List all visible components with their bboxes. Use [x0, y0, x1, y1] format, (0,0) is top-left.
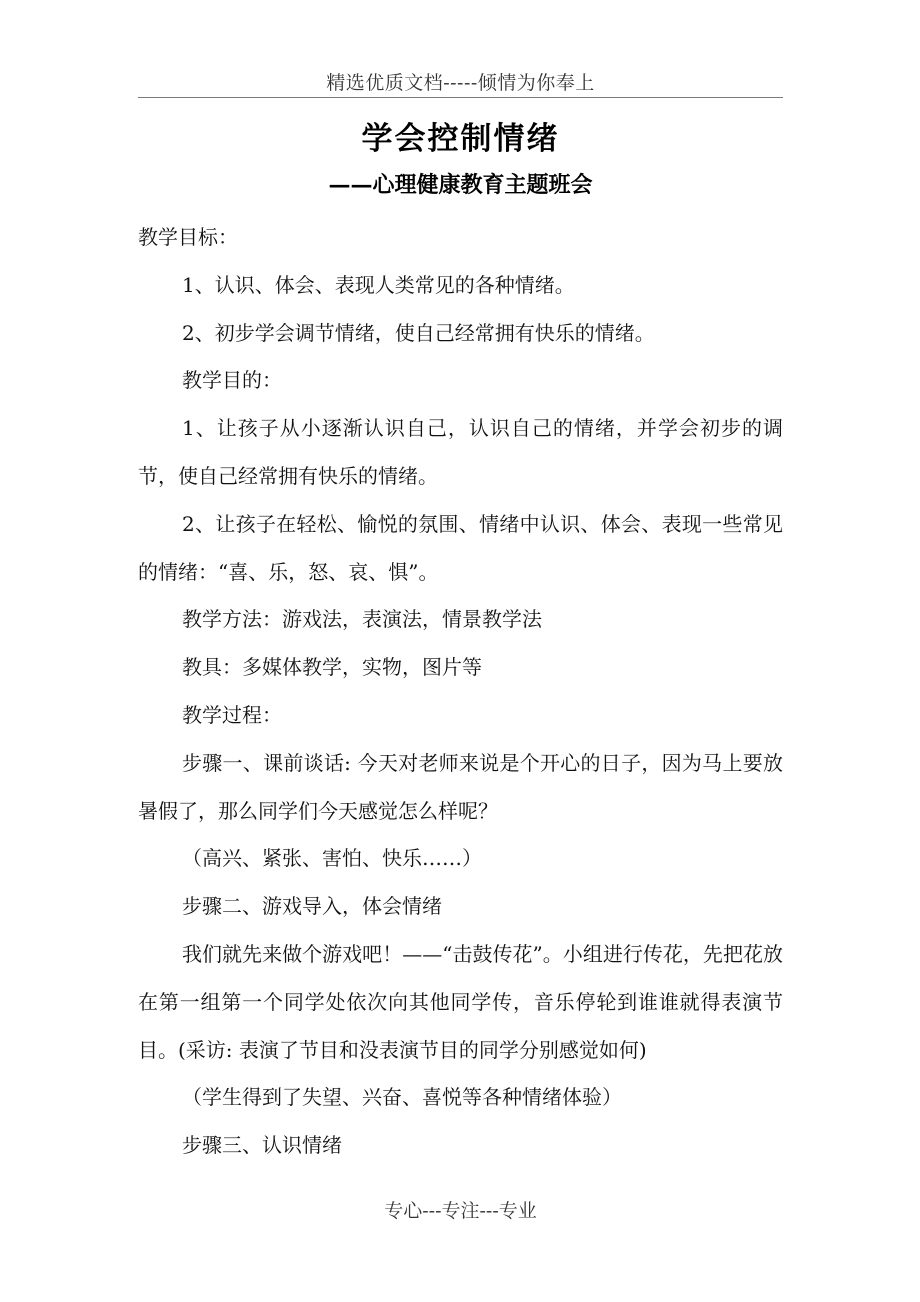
- paragraph: 1、让孩子从小逐渐认识自己，认识自己的情绪，并学会初步的调节，使自己经常拥有快乐的情绪。: [138, 416, 783, 488]
- page-header: 精选优质文档-----倾情为你奉上: [326, 72, 595, 94]
- section-heading-process: 教学过程：: [182, 702, 282, 727]
- document-body: [138, 214, 783, 1170]
- paragraph-step-two: 步骤二、游戏导入，体会情绪: [182, 894, 442, 919]
- page-footer: 专心---专注---专业: [384, 1200, 537, 1222]
- paragraph: 我们就先来做个游戏吧！——“击鼓传花”。小组进行传花，先把花放在第一组第一个同学处依次向其他同学传，音乐停轮到谁谁就得表演节目。(采访: 表演了节目和没表演节目的同学分别感觉如何): [138, 941, 783, 1062]
- document-subtitle: ——心理健康教育主题班会: [328, 172, 593, 198]
- paragraph-teaching-aids: 教具：多媒体教学，实物，图片等: [182, 655, 482, 680]
- paragraph: 1、认识、体会、表现人类常见的各种情绪。: [182, 272, 575, 297]
- section-heading-purpose: 教学目的：: [182, 368, 282, 393]
- paragraph: 2、初步学会调节情绪，使自己经常拥有快乐的情绪。: [182, 320, 655, 345]
- paragraph-methods: 教学方法：游戏法，表演法，情景教学法: [182, 607, 542, 632]
- paragraph-step-three: 步骤三、认识情绪: [182, 1133, 342, 1158]
- paragraph-step-one: 步骤一、课前谈话: 今天对老师来说是个开心的日子，因为马上要放暑假了，那么同学们今天感觉怎么样呢？: [138, 750, 783, 823]
- section-heading-objectives: 教学目标：: [138, 225, 238, 249]
- header-divider: [138, 97, 783, 98]
- paragraph: 2、让孩子在轻松、愉悦的氛围、情绪中认识、体会、表现一些常见的情绪：“喜、乐，怒、哀、惧”。: [138, 511, 783, 584]
- paragraph: （高兴、紧张、害怕、快乐……）: [182, 846, 482, 871]
- document-title: 学会控制情绪: [361, 121, 560, 157]
- paragraph: （学生得到了失望、兴奋、喜悦等各种情绪体验）: [182, 1085, 622, 1110]
